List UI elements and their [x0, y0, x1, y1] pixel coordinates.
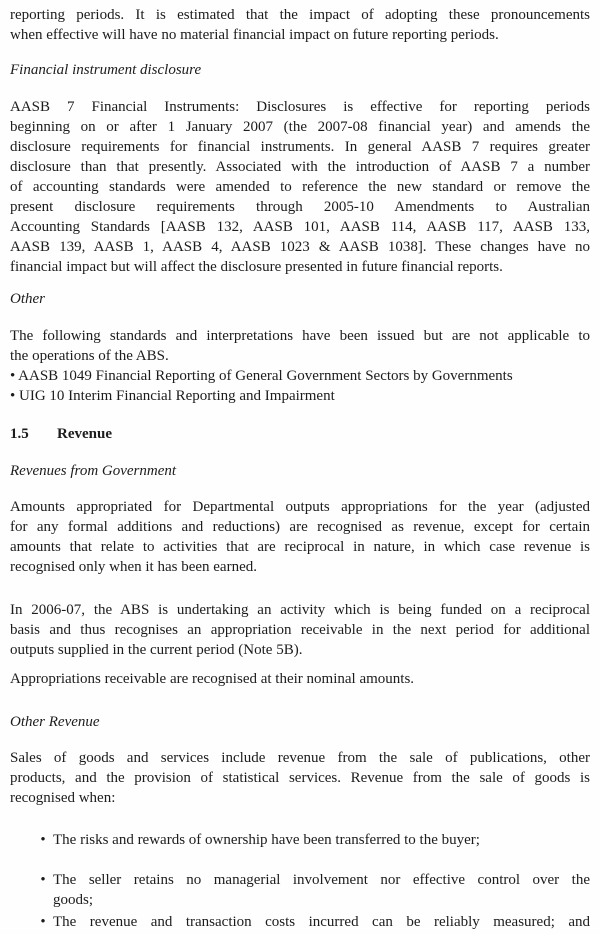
- text-line: The risks and rewards of ownership have been transferred to the buyer;: [53, 832, 480, 848]
- text-line: amounts that relate to activities that are reciprocal in nature, in which case revenue is: [10, 539, 590, 555]
- text-line: Appropriations receivable are recognised at their nominal amounts.: [10, 671, 415, 687]
- text-line: for any formal additions and reductions) are recognised as revenue, except for certain: [10, 519, 590, 535]
- text-line: disclosure than that presently. Associated with the introduction of AASB 7 a number: [10, 159, 590, 175]
- paragraph-following-standards: [10, 326, 590, 366]
- text-line: In 2006-07, the ABS is undertaking an activity which is being funded on a reciprocal: [10, 602, 590, 618]
- heading-other: Other: [10, 291, 45, 307]
- text-line: goods;: [53, 892, 94, 908]
- list-item: [10, 912, 590, 932]
- paragraph-amounts-appropriated: [10, 497, 590, 577]
- paragraph-2006-07-activity: [10, 600, 590, 660]
- bullet-icon: •: [40, 914, 46, 930]
- text-line: recognised only when it has been earned.: [10, 559, 257, 575]
- text-line: The following standards and interpretations have been issued but are not applicable to: [10, 328, 590, 344]
- text-line: present disclosure requirements through 2005-10 Amendments to Australian: [10, 199, 590, 215]
- text-line: AASB 139, AASB 1, AASB 4, AASB 1023 & AASB 1038]. These changes have no: [10, 239, 590, 255]
- paragraph-appropriations-receivable: [10, 669, 590, 689]
- text-line: reporting periods. It is estimated that the impact of adopting these pronouncements: [10, 7, 590, 23]
- text-line: outputs supplied in the current period (Note 5B).: [10, 642, 303, 658]
- heading-financial-instrument-disclosure: Financial instrument disclosure: [10, 62, 202, 78]
- inline-bullet-list: [10, 366, 590, 406]
- bullet-icon: •: [40, 832, 46, 848]
- text-line: the operations of the ABS.: [10, 348, 169, 364]
- text-line: Amounts appropriated for Departmental outputs appropriations for the year (adjusted: [10, 499, 590, 515]
- paragraph-aasb7: [10, 97, 590, 277]
- list-item: [10, 830, 590, 850]
- heading-revenues-from-government: Revenues from Government: [10, 463, 177, 479]
- bullet-icon: •: [40, 872, 46, 888]
- inline-bullet-line: • UIG 10 Interim Financial Reporting and Impairment: [10, 388, 335, 404]
- inline-bullet-line: • AASB 1049 Financial Reporting of General Government Sectors by Governments: [10, 368, 513, 384]
- text-line: The revenue and transaction costs incurred can be reliably measured; and: [53, 914, 590, 930]
- heading-section-1-5-revenue: [10, 424, 590, 444]
- text-line: when effective will have no material financial impact on future reporting periods.: [10, 27, 499, 43]
- bullet-list: [10, 830, 590, 932]
- text-line: basis and thus recognises an appropriation receivable in the next period for additional: [10, 622, 590, 638]
- section-number: 1.5: [10, 426, 29, 442]
- text-line: Accounting Standards [AASB 132, AASB 101, AASB 114, AASB 117, AASB 133,: [10, 219, 590, 235]
- list-item: [10, 870, 590, 910]
- text-line: AASB 7 Financial Instruments: Disclosures is effective for reporting periods: [10, 99, 590, 115]
- text-line: financial impact but will affect the disclosure presented in future financial reports.: [10, 259, 503, 275]
- text-line: of accounting standards were amended to reference the new standard or remove the: [10, 179, 590, 195]
- heading-other-revenue: Other Revenue: [10, 714, 100, 730]
- text-line: The seller retains no managerial involvement nor effective control over the: [53, 872, 590, 888]
- section-title: Revenue: [57, 426, 112, 442]
- text-line: disclosure requirements for financial instruments. In general AASB 7 requires greater: [10, 139, 590, 155]
- text-line: recognised when:: [10, 790, 116, 806]
- text-line: Sales of goods and services include revenue from the sale of publications, other: [10, 750, 590, 766]
- text-line: products, and the provision of statistical services. Revenue from the sale of goods is: [10, 770, 590, 786]
- paragraph-intro: [10, 5, 590, 45]
- paragraph-sales-of-goods: [10, 748, 590, 808]
- text-line: beginning on or after 1 January 2007 (the 2007-08 financial year) and amends the: [10, 119, 590, 135]
